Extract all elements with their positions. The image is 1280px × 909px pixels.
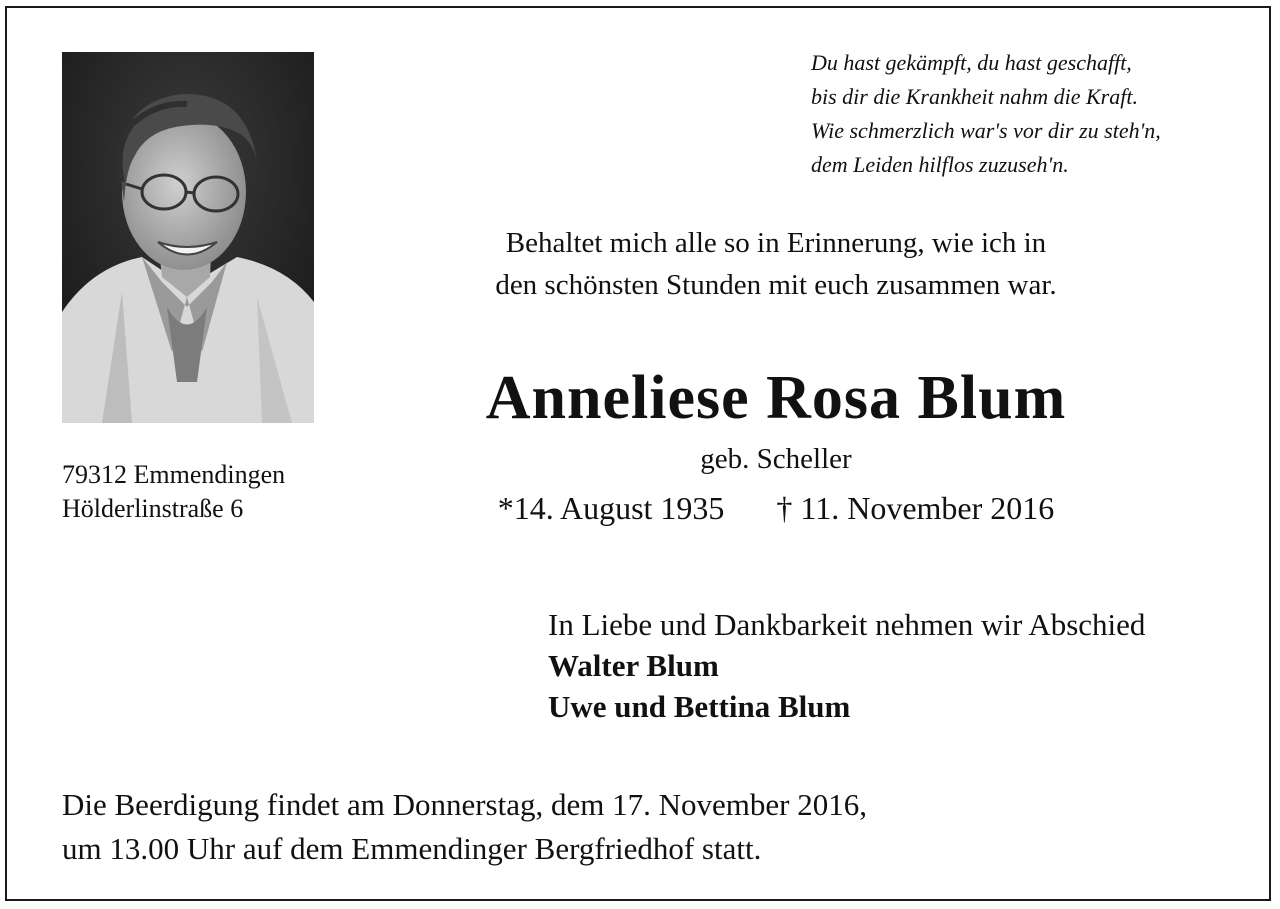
remembrance-quote <box>400 222 1152 306</box>
funeral-line-2: um 13.00 Uhr auf dem Emmendinger Bergfriedhof statt. <box>62 831 762 866</box>
address-city: 79312 Emmendingen <box>62 460 286 489</box>
portrait-photo <box>62 52 314 423</box>
poem-line: Du hast gekämpft, du hast geschafft, <box>811 50 1132 75</box>
poem-line: dem Leiden hilflos zuzuseh'n. <box>811 152 1069 177</box>
birth-date: *14. August 1935 <box>497 490 725 526</box>
address-block <box>62 458 285 526</box>
funeral-notice <box>62 783 867 871</box>
poem-line: bis dir die Krankheit nahm die Kraft. <box>811 84 1138 109</box>
quote-line-1: Behaltet mich alle so in Erinnerung, wie ich in <box>505 227 1047 259</box>
death-date: † 11. November 2016 <box>776 490 1055 526</box>
poem-line: Wie schmerzlich war's vor dir zu steh'n, <box>811 118 1161 143</box>
life-dates <box>400 488 1152 528</box>
mourner-name: Uwe und Bettina Blum <box>548 689 851 724</box>
mourner-name: Walter Blum <box>548 648 719 683</box>
mourners-intro: In Liebe und Dankbarkeit nehmen wir Abschied <box>548 607 1146 642</box>
mourners-block <box>548 604 1145 727</box>
quote-line-2: den schönsten Stunden mit euch zusammen war. <box>495 269 1057 301</box>
maiden-name: geb. Scheller <box>700 443 852 475</box>
memorial-poem <box>811 46 1161 182</box>
funeral-line-1: Die Beerdigung findet am Donnerstag, dem 17. November 2016, <box>62 787 867 822</box>
address-street: Hölderlinstraße 6 <box>62 494 244 523</box>
deceased-name: Anneliese Rosa Blum <box>485 364 1067 432</box>
